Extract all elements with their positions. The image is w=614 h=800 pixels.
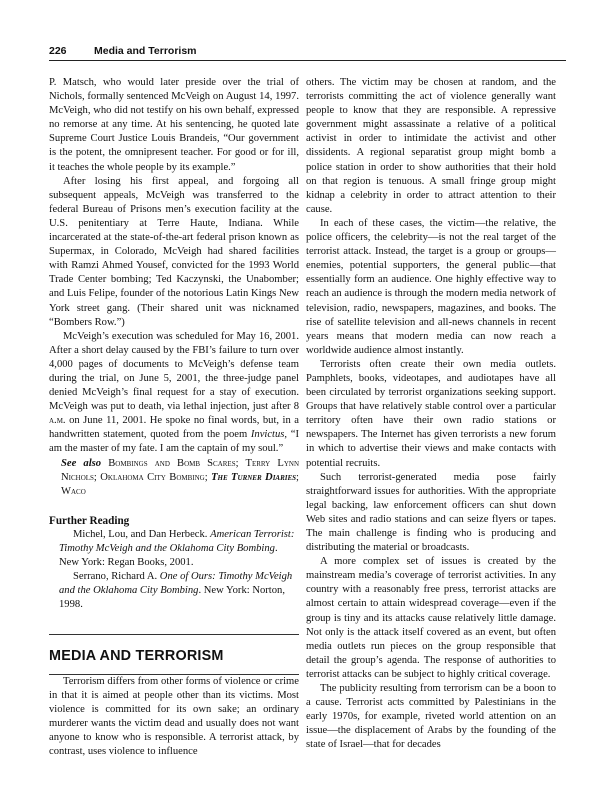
poem-quote: , “I am the master of my fate. I am the captain of my soul.” bbox=[49, 429, 299, 455]
header-rule bbox=[49, 60, 566, 61]
body-paragraph: Terrorism differs from other forms of violence or crime in that it is aimed at people other than its victims. Most violence is committed for its own sake; an ordinary murderer wants the victim dead and usually does not want anyone to know who is responsible. A terrorist attack, by contrast, uses violence to influence bbox=[49, 675, 299, 758]
further-reading-heading: Further Reading bbox=[49, 514, 130, 527]
bibliography-entry bbox=[49, 570, 299, 612]
body-paragraph: Such terrorist-generated media pose fairly straightforward issues for authorities. With the appropriate legal backing, law enforcement officers can shut down Web sites and radio stations and can seize flyers or tapes. The main challenge is finding who is producing and distributing the material or broadcasts. bbox=[306, 471, 556, 554]
body-paragraph: P. Matsch, who would later preside over the trial of Nichols, formally sentenced McVeigh on August 14, 1997. McVeigh, who did not testify on his own behalf, expressed no remorse at any time. At his sentencing, he quoted late Supreme Court Justice Louis Brandeis, “Our government is the potent, the omnipresent teacher. For good or for ill, it teaches the whole people by its example.” bbox=[49, 77, 299, 173]
bib-authors: Michel, Lou, and Dan Herbeck. bbox=[73, 528, 211, 540]
see-also-link[interactable]: The Turner Diaries bbox=[211, 471, 297, 483]
body-paragraph: Terrorists often create their own media outlets. Pamphlets, books, videotapes, and audiotapes have all been circulated by terrorist organizations seeking support. Groups that have relatively stable control over a particular territory often have their own radio stations or newspapers. The Internet has given terrorists a new forum in which to advertise their views and make contacts with potential recruits. bbox=[306, 358, 556, 469]
bib-authors: Serrano, Richard A. bbox=[73, 571, 160, 583]
execution-paragraph bbox=[49, 330, 299, 457]
execution-text-continued: on June 11, 2001. He spoke no final words, but, in a handwritten statement, quoted from the poem bbox=[49, 415, 299, 441]
body-paragraph: A more complex set of issues is created by the mainstream media’s coverage of terrorist activities. In any country with a reasonably free press, terrorist attacks are almost certain to attain widespread coverage—even if the group is tiny and its attacks cause relatively little damage. Not only is the attack itself covered as an event, but often media outlets run pieces on the group responsible that detail the group’s agenda. The response of authorities to terrorist attacks can be subject to highly critical coverage. bbox=[306, 556, 556, 680]
page-number: 226 bbox=[49, 45, 67, 57]
bibliography-entry bbox=[49, 528, 299, 570]
bib-publisher: . New York: Norton, 1998. bbox=[59, 585, 285, 611]
poem-title: Invictus bbox=[250, 429, 285, 441]
see-also bbox=[49, 457, 299, 499]
running-title: Media and Terrorism bbox=[94, 45, 197, 57]
running-header bbox=[49, 42, 566, 62]
section-title: MEDIA AND TERRORISM bbox=[49, 648, 224, 665]
right-column bbox=[306, 76, 556, 753]
bib-title: One of Ours: Timothy McVeigh and the Oklahoma City Bombing bbox=[59, 571, 293, 597]
left-column bbox=[49, 76, 299, 759]
time-mark: a.m. bbox=[49, 415, 66, 427]
body-paragraph: After losing his first appeal, and forgoing all subsequent appeals, McVeigh was transferred to the federal Bureau of Prisons men’s execution facility at the U.S. penitentiary at Terre Haute, Indiana. While incarcerated at the state-of-the-art federal prison known as Supermax, in Colorado, McVeigh had shared facilities with Ramzi Ahmed Yousef, convicted for the 1993 World Trade Center bombing; Ted Kaczynski, the Unabomber; and Luis Felipe, founder of the notorious Latin Kings New York street gang. (Their shared unit was nicknamed “Bombers Row.”) bbox=[49, 175, 299, 328]
see-also-link[interactable]: ; Waco bbox=[61, 471, 299, 497]
see-also-link[interactable]: Terry Lynn Nichols; bbox=[61, 457, 300, 483]
section-rule-top bbox=[49, 634, 299, 635]
execution-text: McVeigh’s execution was scheduled for May 16, 2001. After a short delay caused by the FBI’s failure to turn over 4,000 pages of documents to McVeigh’s defense team during the trial, on June 5, 2001, the three-judge panel denied McVeigh’s final request for a stay of execution. McVeigh was put to death, via lethal injection, just after 8 bbox=[49, 330, 299, 413]
bib-publisher: . New York: Regan Books, 2001. bbox=[59, 543, 278, 569]
body-paragraph: others. The victim may be chosen at random, and the terrorists committing the act of violence generally want people to know that they are responsible. A repressive government might assassinate a relative of a political activist in order to intimidate the activist and other dissidents. A regional separatist group might bomb a police station in order to show authorities that their hold on that region is tenuous. A small fringe group might kidnap a celebrity in order to attract attention to their cause. bbox=[306, 77, 556, 215]
body-paragraph: In each of these cases, the victim—the relative, the police officers, the celebrity—is not the real target of the terrorist attack. Instead, the target is a group or groups—enemies, potential supporters, the general public—that essentially form an audience. One highly effective way to reach an audience is through the modern media network of television, radio, newspapers, magazines, and books. The rise of satellite television and all-news channels in recent years means that modern media can now reach a worldwide audience almost instantly. bbox=[306, 217, 556, 356]
bib-title: American Terrorist: Timothy McVeigh and the Oklahoma City Bombing bbox=[59, 528, 295, 554]
see-also-link[interactable]: Bombings and Bomb Scares; bbox=[108, 457, 246, 469]
body-paragraph: The publicity resulting from terrorism can be a boon to a cause. Terrorist acts committed by Palestinians in the early 1970s, for example, riveted world attention on an issue—the displacement of Arabs by the founding of the state of Israel—that for decades bbox=[306, 683, 556, 751]
see-also-label: See also bbox=[61, 457, 102, 469]
see-also-link[interactable]: Oklahoma City Bombing; bbox=[100, 471, 212, 483]
